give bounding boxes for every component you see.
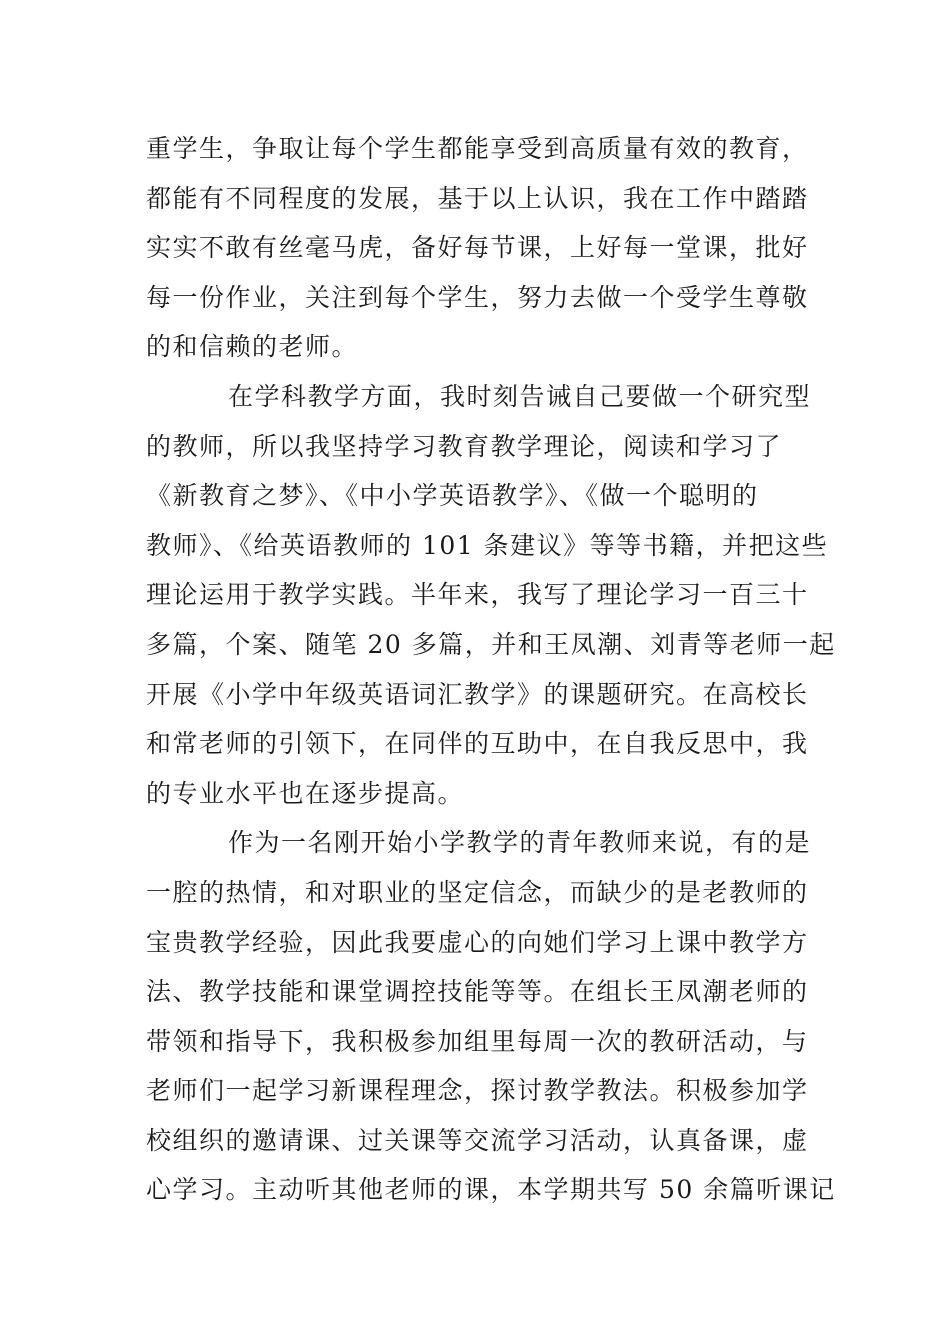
text-line: 理论运用于教学实践。半年来，我写了理论学习一百三十 xyxy=(146,580,809,610)
text-line: 老师们一起学习新课程理念，探讨教学教法。积极参加学 xyxy=(146,1076,809,1106)
text-line: 带领和指导下，我积极参加组里每周一次的教研活动，与 xyxy=(146,1026,809,1056)
text-line: 重学生，争取让每个学生都能享受到高质量有效的教育， xyxy=(146,134,809,163)
text-line: 《新教育之梦》、《中小学英语教学》、《做一个聪明的 xyxy=(146,481,759,511)
text-line: 每一份作业，关注到每个学生，努力去做一个受学生尊敬 xyxy=(146,282,809,312)
text-line: 的教师，所以我坚持学习教育教学理论，阅读和学习了 xyxy=(146,431,783,461)
paragraph-first-line: 作为一名刚开始小学教学的青年教师来说，有的是 xyxy=(228,828,812,858)
text-line: 实实不敢有丝毫马虎，备好每节课，上好每一堂课，批好 xyxy=(146,233,809,263)
text-line: 校组织的邀请课、过关课等交流学习活动，认真备课，虚 xyxy=(146,1125,809,1155)
text-line: 和常老师的引领下，在同伴的互助中，在自我反思中，我 xyxy=(146,729,809,759)
text-line: 开展《小学中年级英语词汇教学》的课题研究。在高校长 xyxy=(146,679,809,709)
text-line: 的专业水平也在逐步提高。 xyxy=(146,778,465,808)
text-line: 的和信赖的老师。 xyxy=(146,332,359,362)
text-line: 都能有不同程度的发展，基于以上认识，我在工作中踏踏 xyxy=(146,183,809,213)
document-body xyxy=(146,124,836,1215)
text-line: 宝贵教学经验，因此我要虚心的向她们学习上课中教学方 xyxy=(146,927,809,957)
text-line: 心学习。主动听其他老师的课，本学期共写 50 余篇听课记 xyxy=(146,1175,836,1205)
text-line: 法、教学技能和课堂调控技能等等。在组长王凤潮老师的 xyxy=(146,977,809,1007)
paragraph-first-line: 在学科教学方面，我时刻告诫自己要做一个研究型 xyxy=(228,381,812,411)
text-line: 教师》、《给英语教师的 101 条建议》等等书籍，并把这些 xyxy=(146,530,829,560)
text-line: 一腔的热情，和对职业的坚定信念，而缺少的是老教师的 xyxy=(146,877,809,907)
text-line: 多篇，个案、随笔 20 多篇，并和王凤潮、刘青等老师一起 xyxy=(146,629,836,659)
